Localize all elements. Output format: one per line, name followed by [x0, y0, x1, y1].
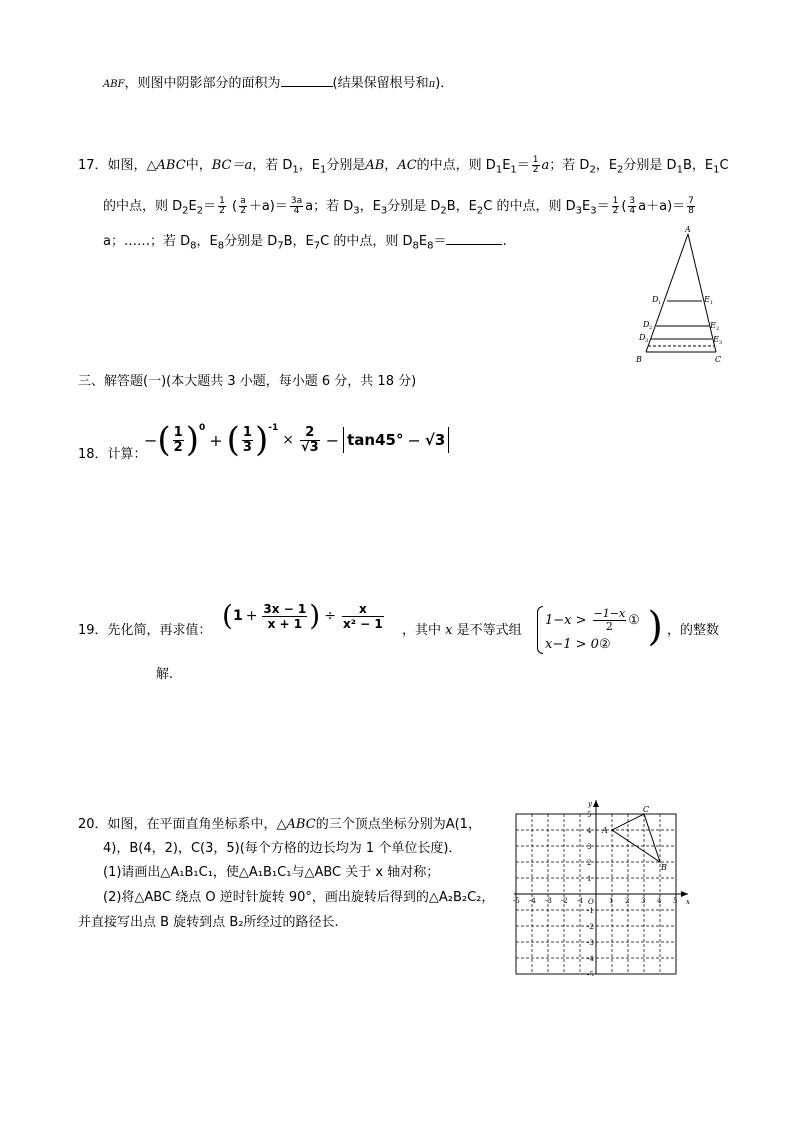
q20-line1: [78, 816, 481, 834]
x-tick-label: 5: [673, 897, 678, 905]
y-tick-label: -1: [587, 907, 594, 915]
q19-mid: [402, 622, 522, 640]
q17-text: B，E: [283, 234, 314, 249]
y-tick-label: -3: [587, 939, 594, 947]
frac-den: x² − 1: [342, 616, 383, 631]
x-tick-label: 4: [657, 897, 662, 905]
label-e1: E: [704, 295, 710, 304]
answer-blank-16: [281, 74, 333, 87]
sub-2: 2: [716, 326, 720, 332]
frac-num: 1: [173, 424, 183, 440]
abf-label: ABF: [103, 79, 125, 90]
minus-sign: −: [325, 430, 340, 450]
fraction-ineq: [593, 608, 627, 633]
sub: 1: [676, 164, 683, 176]
sub: 1: [495, 164, 503, 176]
y-tick-label: 2: [587, 859, 592, 867]
abs-bar-right: [448, 427, 449, 453]
frac-den: 2: [219, 206, 225, 216]
q17-text: 分别是 D: [387, 199, 441, 214]
right-paren: ): [185, 420, 199, 460]
q17-number: 17．: [78, 158, 108, 173]
sub: 8: [427, 240, 434, 252]
sub: 1: [292, 164, 299, 176]
frac-den: 4: [629, 206, 636, 216]
q17-text: ，E: [298, 158, 320, 173]
q17-bc: BC＝a: [211, 158, 253, 173]
top-line-suffix: (结果保留根号和: [332, 76, 429, 91]
frac-den: √3: [300, 439, 319, 455]
sub-1: 1: [710, 300, 714, 306]
frac-num: 3: [629, 196, 636, 206]
q17-text: 分别是: [326, 158, 366, 173]
circle-2: ②: [598, 637, 611, 652]
left-paren: (: [226, 420, 240, 460]
frac-num: 3x − 1: [263, 601, 307, 616]
q20-part2: (2)将△ABC 绕点 O 逆时针旋转 90°，画出旋转后得到的△A₂B₂C₂，: [103, 890, 495, 905]
sub: 3: [353, 205, 360, 217]
label-c: C: [715, 355, 722, 364]
sub: 2: [476, 205, 484, 217]
q20-c: C(3，5): [190, 841, 240, 856]
section-3-title: 三、解答题(一)(本大题共 3 小题，每小题 6 分，共 18 分): [78, 374, 417, 389]
left-paren: (: [222, 599, 233, 632]
circle-1: ①: [628, 612, 640, 628]
y-tick-label: 3: [587, 843, 592, 851]
q17-text: 如图，△: [107, 158, 157, 173]
frac-den: 2: [612, 206, 619, 216]
label-d1: D: [652, 295, 659, 304]
q17-text: C 的中点，则 D: [483, 199, 576, 214]
q17-text: a＋a)＝: [638, 199, 686, 214]
q20-line2: [103, 840, 461, 858]
tan45: tan45°: [347, 431, 404, 449]
sub-3: 3: [719, 340, 723, 346]
plus-sign: +: [245, 608, 258, 624]
q17-text: ，E: [595, 158, 618, 173]
fraction-a-2: [239, 197, 247, 216]
sub: 2: [617, 164, 624, 176]
q17-text: ，若 D: [252, 158, 293, 173]
q17-abc: ABC: [156, 158, 186, 173]
sub: 1: [510, 164, 517, 176]
q18-label: 18．计算：: [78, 447, 147, 462]
x-tick-label: 2: [625, 897, 630, 905]
frac-num: 1: [532, 155, 539, 165]
frac-num: 7: [688, 196, 694, 206]
x-axis-arrow: [681, 891, 688, 897]
q17-text: 的中点，则 D: [103, 199, 183, 214]
q19-end: ，的整数: [667, 623, 720, 638]
fraction-half: [532, 156, 540, 175]
one: 1: [232, 608, 243, 624]
q17-text: E: [581, 199, 591, 214]
var-x: x: [445, 623, 453, 638]
frac-den: 2: [240, 206, 246, 216]
left-paren: (: [157, 420, 171, 460]
frac-num: 1: [612, 196, 619, 206]
frac-den: 2: [532, 165, 539, 175]
y-tick-label: -2: [587, 923, 594, 931]
q17-line1: 17．如图，△ABC中，BC＝a，若 $D_1$，$E_1$分别是AB，AC的中点，则 $D_1E_1=$ $\frac{1}{2}$ a；若 $D_2$，$E_2$分别是 $D_1B$，$E_1C$: [78, 155, 729, 176]
q17-text: .: [502, 234, 507, 249]
q17-text: a；若 D: [305, 199, 354, 214]
q20-text: 4)，: [103, 841, 130, 856]
ineq-2: [545, 636, 611, 654]
q20-part3: 并直接写出点 B 旋转到点 B₂所经过的路径长.: [78, 915, 339, 930]
fraction-3-4: [628, 197, 636, 216]
label-d3: D: [639, 333, 646, 342]
sub: 8: [412, 240, 419, 252]
y-tick-label: 1: [587, 875, 592, 883]
top-line: [103, 74, 453, 94]
q17-ac: AC: [397, 158, 417, 173]
sub: 3: [380, 205, 388, 217]
top-line-text: ，则图中阴影部分的面积为: [124, 76, 281, 91]
sqrt3: √3: [424, 431, 446, 449]
x-tick-label: -5: [513, 897, 520, 905]
q18-expression: [144, 420, 449, 460]
label-e3: E: [713, 335, 719, 344]
frac-den: 3: [242, 439, 252, 455]
origin-label: O: [588, 898, 594, 906]
q20-text: (每个方格的边长均为 1 个单位长度)．: [239, 841, 462, 856]
right-paren: ): [254, 420, 269, 460]
x-axis-label: x: [686, 898, 690, 906]
q17-a: a: [541, 158, 550, 173]
sub: 2: [589, 164, 596, 176]
y-axis-arrow: [593, 800, 599, 807]
sub: 1: [713, 164, 720, 176]
triangle-abc: [612, 814, 660, 862]
paren-right: ): [647, 604, 663, 650]
q19-line2: 解.: [156, 667, 174, 682]
q17-ab: AB: [365, 158, 385, 173]
x-tick-label: 3: [641, 897, 646, 905]
sub-3: 3: [645, 338, 649, 344]
q20-b: B(4，2)，: [129, 841, 191, 856]
q17-text: ＋a)＝: [248, 199, 288, 214]
sub: 3: [590, 205, 597, 217]
frac-num: 2: [300, 426, 320, 441]
exponent-neg1: -1: [268, 423, 279, 433]
point-b-label: B: [661, 863, 667, 872]
frac-num: −1−x: [593, 607, 626, 620]
fraction-1-3: [242, 426, 253, 455]
ineq-1: [545, 608, 640, 633]
frac-den: 8: [688, 206, 694, 216]
sub: 8: [190, 240, 197, 252]
q17-text: C 的中点，则 D: [320, 234, 413, 249]
fraction-3x-1: [262, 602, 307, 631]
exponent-0: 0: [198, 423, 206, 433]
divide-sign: ÷: [324, 608, 336, 624]
answer-blank-17: [446, 232, 502, 245]
x-tick-label: -3: [545, 897, 552, 905]
sub-2: 2: [649, 325, 653, 331]
fraction-3a-4: [290, 197, 303, 216]
inequality-system: [537, 604, 663, 654]
q17-text: ，E: [196, 234, 218, 249]
x-tick-label: -1: [577, 897, 584, 905]
y-tick-label: -5: [587, 971, 594, 976]
y-tick-label: 5: [587, 811, 592, 819]
sub: 2: [196, 205, 204, 217]
side-ab: [646, 234, 688, 352]
pi-symbol: π: [428, 79, 436, 90]
q17-text: 中，: [185, 158, 212, 173]
label-b: B: [636, 355, 642, 364]
label-a: A: [685, 225, 691, 234]
ineq1-left: 1−x >: [545, 612, 587, 628]
fraction-1-2: [173, 426, 184, 455]
q17-text: ；若 D: [549, 158, 590, 173]
q17-text: E: [188, 199, 197, 214]
q17-text: ，E: [359, 199, 381, 214]
minus-sign: −: [144, 430, 158, 450]
top-line-end: )．: [435, 76, 454, 91]
abs-bar-left: [343, 427, 344, 453]
fraction-x-x2: [342, 602, 384, 631]
q19-expression: [222, 598, 386, 634]
brace-left: [537, 606, 543, 654]
frac-den: x + 1: [267, 616, 303, 631]
q17-text: ＝: [516, 158, 530, 173]
sub: 7: [277, 240, 284, 252]
y-tick-label: -4: [587, 955, 594, 963]
fraction-half: [218, 197, 226, 216]
q17-line2: 的中点，则 $D_2E_2=$ $\frac{1}{2}$ ( $\frac{a}{2}$ ＋a)＝ $\frac{3a}{4}$ a；若 $D_3$，$E_3$分别是 $D_2B$，$E_2C$ 的中点，则 $D_3E_3=$ $\frac{1}{2}$ ( $\frac{3}{4}$ a＋a)＝ $\frac{7}{8}$: [103, 196, 694, 217]
x-tick-label: 1: [609, 897, 614, 905]
q17-text: a；……；若 D: [103, 234, 191, 249]
frac-num: 1: [219, 196, 225, 206]
q17-line3: [103, 232, 507, 256]
sub: 1: [319, 164, 327, 176]
q17-text: 的中点，则 D: [416, 158, 496, 173]
point-c-label: C: [643, 805, 650, 814]
sub-1: 1: [658, 300, 662, 306]
sub: 3: [575, 205, 582, 217]
x-tick-label: -4: [529, 897, 536, 905]
side-ac: [688, 234, 716, 352]
q19-text: 是不等式组: [456, 623, 522, 638]
frac-den: 2: [173, 439, 183, 455]
fraction-2-sqrt3: [300, 426, 320, 455]
q20-text: 如图，在平面直角坐标系中，△: [107, 817, 287, 832]
plus-sign: +: [209, 430, 223, 450]
q20-number: 20．: [78, 817, 108, 832]
frac-den: 4: [293, 206, 300, 216]
q20-abc: ABC: [286, 817, 316, 832]
q17-text: ＝: [596, 199, 610, 214]
sub: 2: [440, 205, 447, 217]
q17-text: ＝: [433, 234, 447, 249]
q20-part1: (1)请画出△A₁B₁C₁，使△A₁B₁C₁与△ABC 关于 x 轴对称；: [103, 865, 440, 880]
q19-label: 19．先化简，再求值：: [78, 623, 212, 638]
q17-text: C: [719, 158, 729, 173]
frac-den: 2: [605, 620, 613, 633]
right-paren: ): [309, 599, 321, 632]
frac-num: x: [342, 602, 384, 617]
q17-text: B，E: [446, 199, 477, 214]
ineq2: x−1 > 0: [545, 637, 599, 652]
q19-text: ，其中: [402, 623, 442, 638]
sub: 7: [313, 240, 321, 252]
frac-num: 1: [242, 424, 252, 440]
label-d2: D: [643, 320, 650, 329]
q17-text: 分别是 D: [224, 234, 278, 249]
fraction-7-8: [687, 197, 695, 216]
q20-text: 的三个顶点坐标分别为: [315, 817, 446, 832]
fraction-half: [612, 197, 620, 216]
frac-num: 3a: [290, 196, 303, 206]
frac-num: a: [240, 196, 246, 206]
sub: 8: [217, 240, 225, 252]
minus-sign: −: [407, 430, 421, 450]
q20-a: A(1，: [445, 817, 481, 832]
x-tick-label: -2: [561, 897, 568, 905]
q17-text: E: [418, 234, 428, 249]
point-a-label: A: [602, 826, 608, 835]
sub: 2: [182, 205, 189, 217]
q17-text: B，E: [682, 158, 714, 173]
q17-text: E: [502, 158, 511, 173]
coordinate-grid: [512, 798, 696, 976]
y-axis-label: y: [588, 800, 592, 808]
figure-17-triangle: [630, 222, 730, 367]
q17-text: ＝: [203, 199, 217, 214]
times-sign: ×: [282, 432, 294, 448]
q17-text: 分别是 D: [623, 158, 677, 173]
y-tick-label: 4: [587, 827, 592, 835]
label-e2: E: [710, 321, 716, 330]
